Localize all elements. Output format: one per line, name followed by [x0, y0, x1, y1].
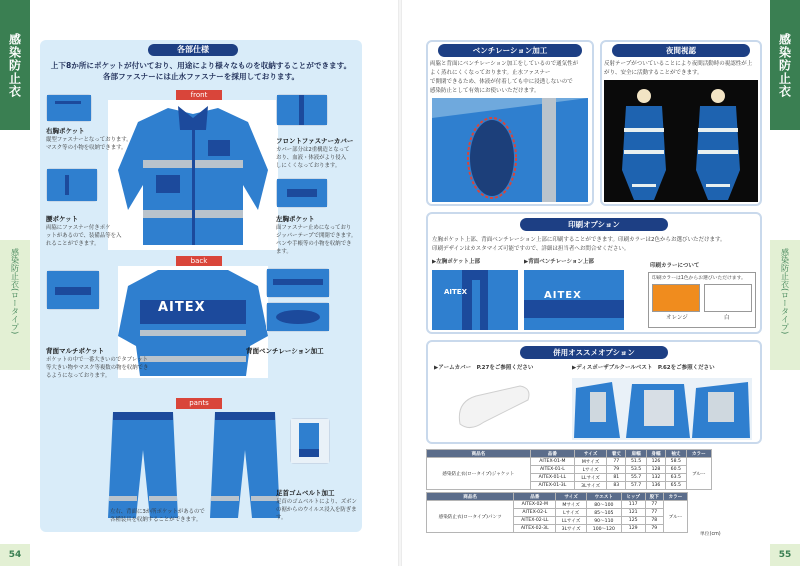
spread-gutter: [398, 0, 402, 566]
spec-table-pants-header: 商品名 品番 サイズ ウエスト ヒップ 股下 カラー: [427, 493, 688, 501]
table-row: AITEX-02-L Lサイズ 85〜105 121 77: [427, 509, 688, 517]
print-title: 印刷オプション: [520, 218, 668, 231]
table-row: AITEX-02-LL LLサイズ 90〜110 125 78: [427, 517, 688, 525]
print-label-chest: ▶左胸ポケット上部: [432, 259, 480, 265]
callout-front-zipper-desc: カバー部分は2重構造となって おり、血液・体液がより侵入 しにくくなっております。: [276, 147, 350, 169]
left-side-sub: 感染防止衣(ロータイプ): [0, 240, 30, 370]
cool-vest-photo: [572, 378, 752, 440]
callout-waist-desc: 両脇にファスナー付きポケ ットがあるので、装備品等を入 れることができます。: [46, 225, 122, 247]
callout-multi-pocket-desc: ポケットの中で一番大きいのでタブレット 等大きい物やマスク等複数の物を収納でき るようになっております。: [46, 357, 149, 379]
table-row: AITEX-02-3L 3Lサイズ 100〜120 129 79: [427, 525, 688, 533]
night-title: 夜間視認: [612, 44, 750, 57]
callout-left-chest-title: 左胸ポケット: [276, 215, 315, 223]
swatch-white-label: 白: [724, 315, 730, 321]
table-row: 感染防止衣(ロータイプ)ジャケット AITEX-01-M Mサイズ 77 51.5 126 58.5 ブルー: [427, 458, 712, 466]
night-photo: [604, 80, 758, 202]
ventilation-text: 両脇と背面にベンチレーション加工をしているので通気性が よく蒸れにくくなっております。止水ファスナー で開閉できるため、体液が付着しても中に浸透しないので 感染防止として有効にお使いいただけます。: [430, 61, 579, 94]
photo-back-vent-2: [266, 302, 330, 332]
swatch-white: [704, 284, 752, 312]
callout-front-zipper-title: フロントファスナーカバー: [276, 137, 354, 145]
print-text: 左胸ポケット上部、背面ベンチレーション上部に印刷することができます。印刷カラーは2色からお選びいただけます。 印刷デザインはカスタマイズ可能ですので、詳細は担当者へお問合せください。: [432, 237, 726, 252]
page-number-right: 55: [770, 544, 800, 566]
table-row: AITEX-01-L Lサイズ 79 53.5 128 60.5: [427, 466, 712, 474]
callout-multi-pocket-title: 背面マルチポケット: [46, 347, 105, 355]
right-side-tab: 感染防止衣: [770, 0, 800, 130]
spec-table-jacket-header: 商品名 品番 サイズ 着丈 肩幅 身幅 袖丈 カラー: [427, 450, 712, 458]
recommend-cool-vest: ▶ディスポーザブルクールベスト P.62をご参照ください: [572, 365, 715, 371]
print-colors-title: 印刷カラーについて: [650, 263, 700, 269]
ventilation-photo: [432, 98, 588, 202]
swatch-orange: [652, 284, 700, 312]
left-side-tab: 感染防止衣: [0, 0, 30, 130]
swatch-orange-label: オレンジ: [666, 315, 688, 321]
print-back-logo: AITEX: [544, 290, 582, 301]
callout-right-chest-title: 右胸ポケット: [46, 127, 85, 135]
table-row: AITEX-01-LL LLサイズ 81 55.7 132 63.5: [427, 474, 712, 482]
intro-text: 上下8か所にポケットが付いており、用途により様々なものを収納することができます。 各部ファスナーには止水ファスナーを採用しております。: [50, 61, 352, 81]
print-chest-photo: [432, 270, 518, 330]
callout-ankle-title: 足首ゴムベルト加工: [276, 489, 335, 497]
callout-back-vent-title: 背面ベンチレーション加工: [246, 347, 324, 355]
table-footnote: 単位(cm): [700, 532, 721, 537]
spec-table-pants: [426, 492, 688, 533]
recommend-title: 併用オススメオプション: [520, 346, 668, 359]
label-back: back: [176, 256, 222, 267]
photo-multi-pocket: [46, 270, 100, 310]
callout-waist-title: 腰ポケット: [46, 215, 79, 223]
callout-pants-pockets-desc: 左右、背面に3か所ポケットがあるので 各種装具を収納することができます。: [110, 509, 205, 523]
callout-left-chest-desc: 面ファスナー止めになっており ジッパーテープで開閉できます。 ペンや手帳等の小物を収納でき ます。: [276, 225, 357, 255]
pants-front-image: [98, 410, 188, 520]
recommend-arm-cover: ▶アームカバー P.27をご参照ください: [434, 365, 534, 371]
back-logo: AITEX: [158, 300, 206, 315]
table-row: 感染防止衣(ロータイプ)パンツ AITEX-02-M Mサイズ 80〜100 117 77 ブルー: [427, 501, 688, 509]
night-text: 反射テープがついていることにより夜間活動時の視認性が上 がり、安全に活動することができます。: [604, 61, 753, 76]
arm-cover-photo: [440, 378, 540, 440]
right-side-sub: 感染防止衣(ロータイプ): [770, 240, 800, 370]
photo-left-chest: [276, 178, 328, 208]
page-number-left: 54: [0, 544, 30, 566]
label-front: front: [176, 90, 222, 101]
label-pants: pants: [176, 398, 222, 409]
callout-right-chest-desc: 縦型ファスナーとなっております。 マスク等の小物を収納できます。: [46, 137, 132, 151]
ventilation-title: ベンチレーション加工: [438, 44, 582, 57]
print-colors-note: 印刷カラーは1色からお選びいただけます。: [652, 276, 746, 281]
table-row: AITEX-01-3L 3Lサイズ 83 57.7 136 65.5: [427, 482, 712, 490]
spec-table-jacket: [426, 449, 712, 490]
photo-back-vent-1: [266, 268, 330, 298]
photo-right-chest: [46, 94, 92, 122]
callout-ankle-desc: 足首のゴムベルトにより、ズボン の裾からのウイルス浸入を防ぎます。: [276, 499, 357, 521]
photo-front-zipper: [276, 94, 328, 126]
photo-ankle-belt: [290, 418, 330, 464]
section-title-pill: 各部仕様: [148, 44, 238, 56]
print-chest-logo: AITEX: [444, 288, 467, 296]
photo-waist-pocket: [46, 168, 98, 202]
print-label-back: ▶背面ベンチレーション上部: [524, 259, 594, 265]
